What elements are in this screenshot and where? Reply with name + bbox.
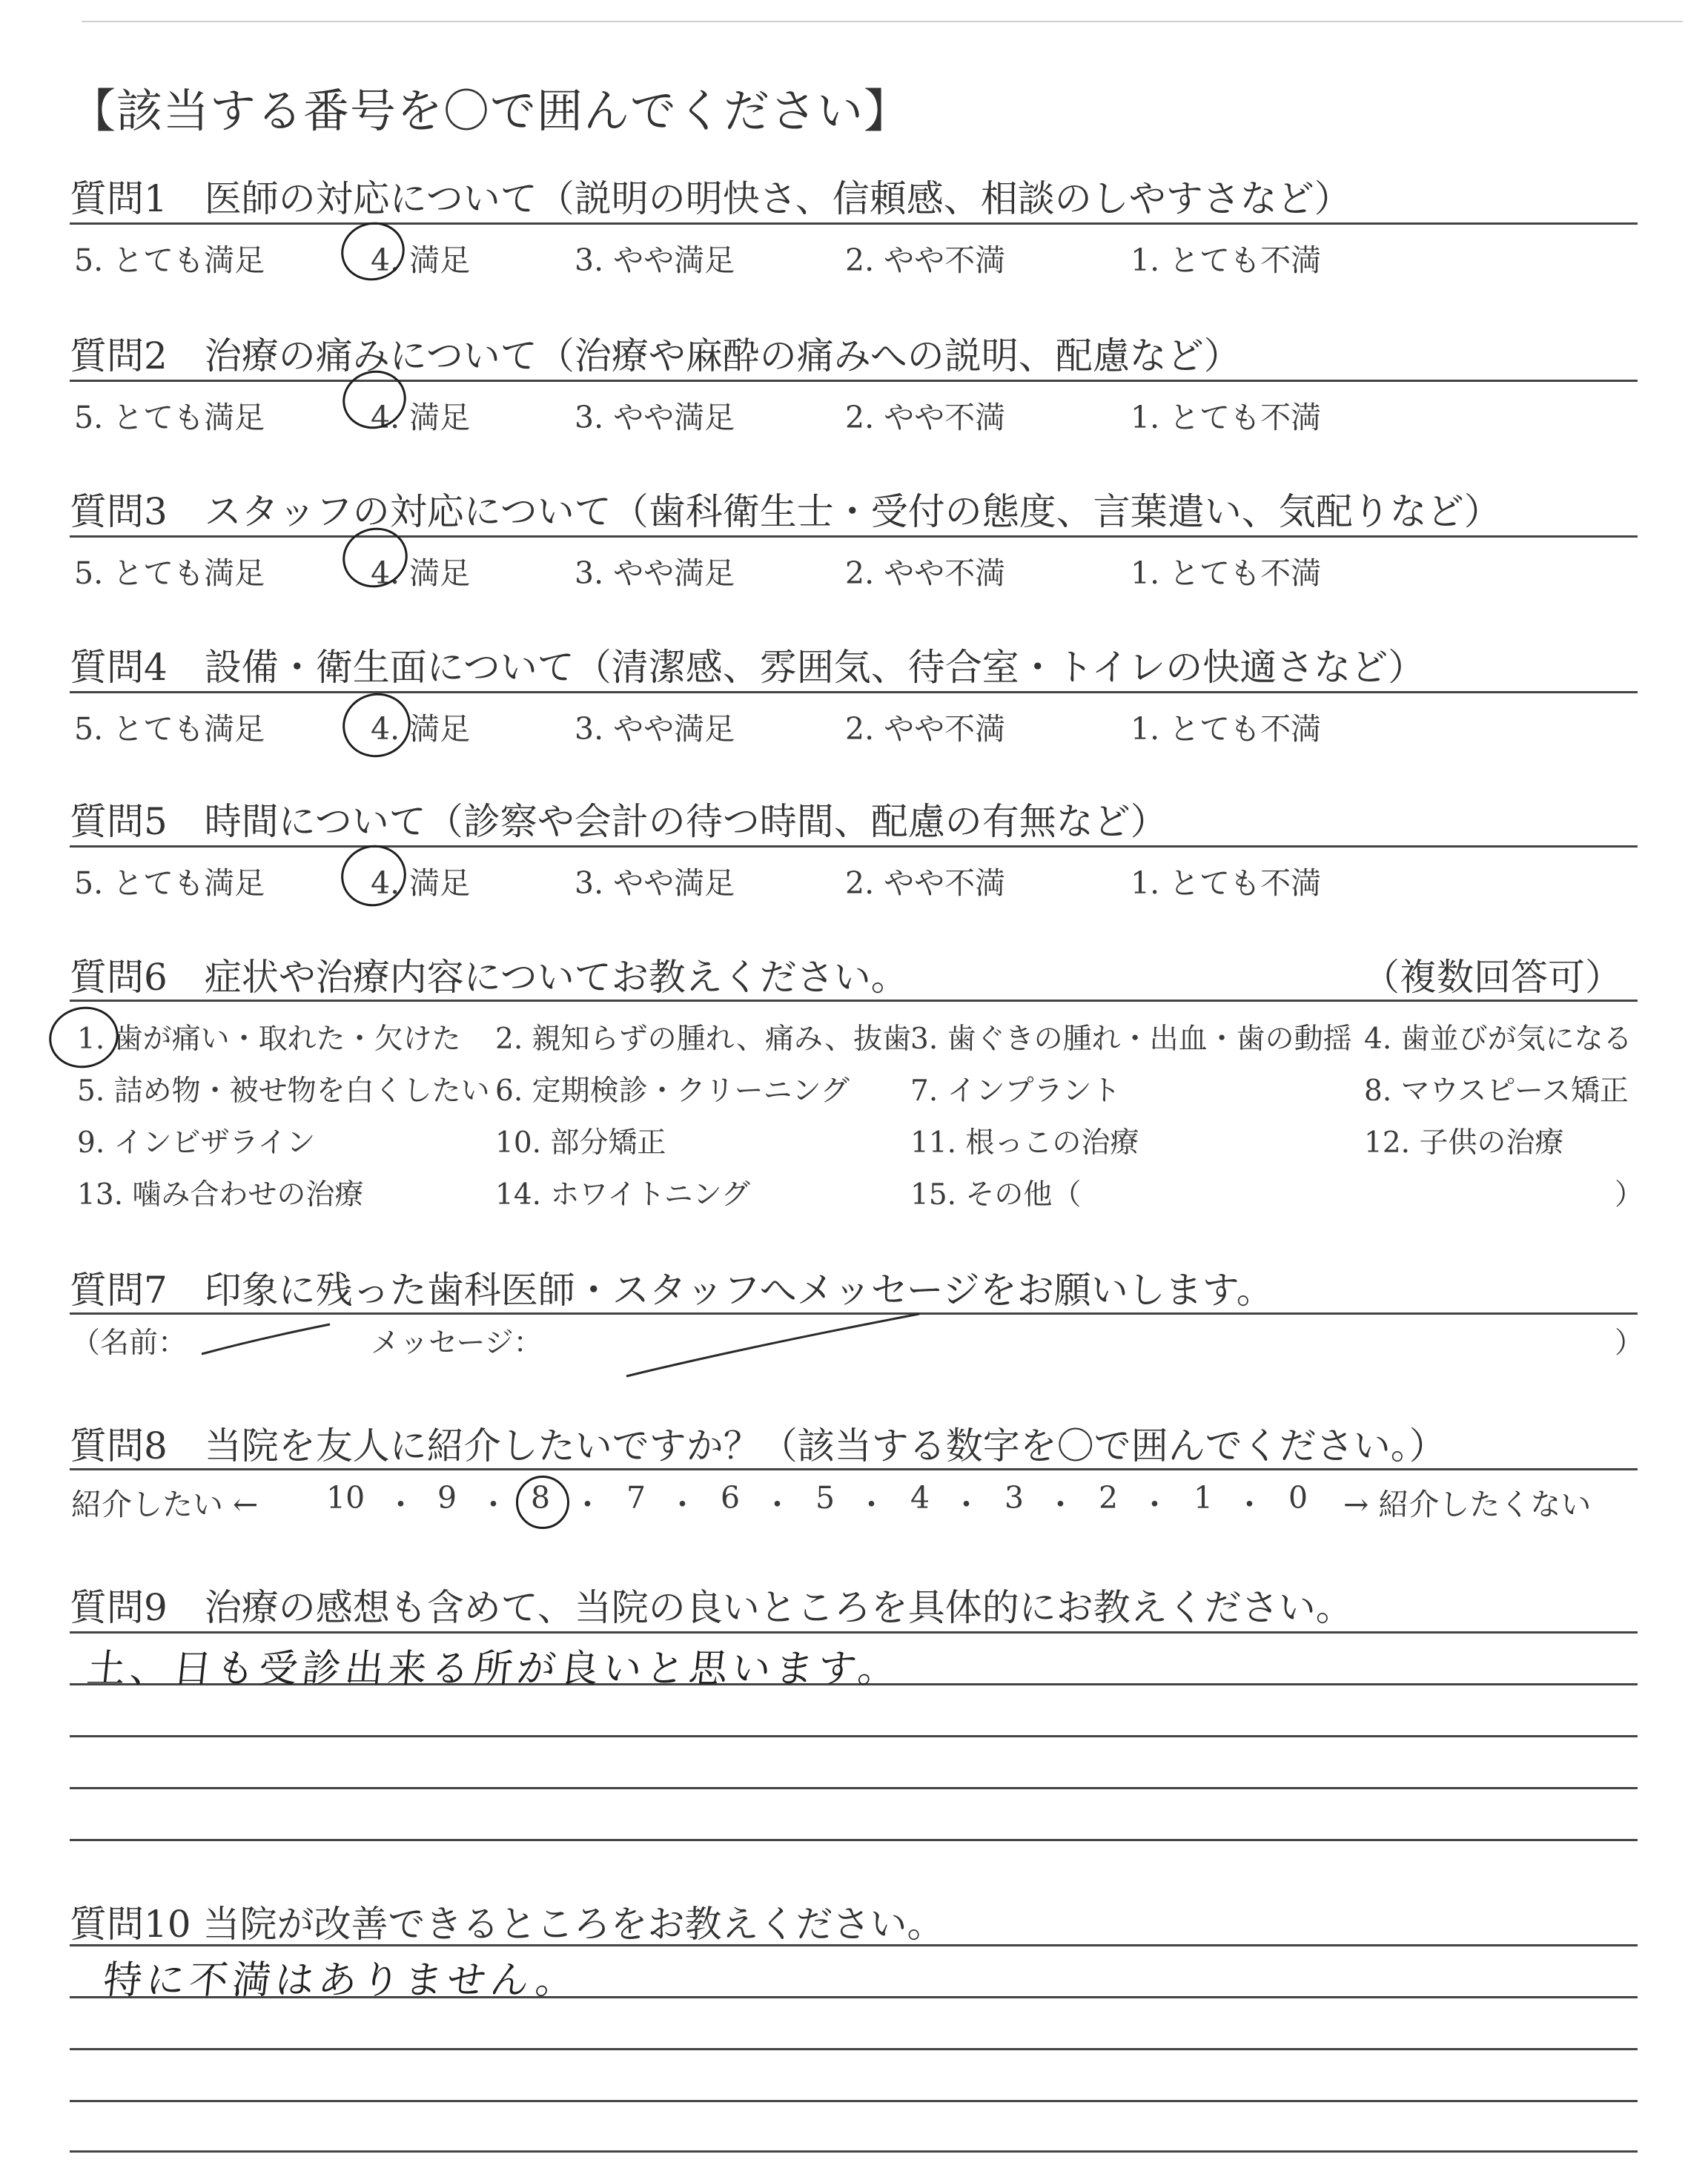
q8-scale-2[interactable]: 2 (1099, 1480, 1119, 1516)
question-8-rule (70, 1468, 1638, 1470)
q5-option-1[interactable]: 1. とても不満 (1131, 865, 1322, 901)
q8-scale-7[interactable]: 7 (626, 1480, 646, 1516)
q7-close-paren: ） (1615, 1327, 1644, 1360)
q7-name-label: （名前： (71, 1327, 188, 1360)
q1-option-5[interactable]: 5. とても満足 (74, 242, 265, 278)
q1-option-2[interactable]: 2. やや不満 (845, 242, 1006, 278)
q10-line-5 (70, 2150, 1638, 2153)
q6-option-5[interactable]: 5. 詰め物・被せ物を白くしたい (77, 1074, 490, 1108)
q8-scale-4[interactable]: 4 (910, 1480, 930, 1516)
q8-scale-0[interactable]: 0 (1288, 1480, 1308, 1516)
q8-scale-9[interactable]: 9 (437, 1480, 457, 1516)
q6-option-12[interactable]: 12. 子供の治療 (1364, 1126, 1564, 1160)
question-7-heading: 質問7 印象に残った歯科医師・スタッフへメッセージをお願いします。 (70, 1269, 1274, 1312)
q8-scale-10[interactable]: 10 (326, 1480, 365, 1516)
q8-dot-3: ・ (572, 1487, 603, 1522)
q1-option-4[interactable]: 4. 満足 (371, 242, 471, 278)
q6-option-8[interactable]: 8. マウスピース矯正 (1364, 1074, 1629, 1108)
q8-dot-1: ・ (385, 1487, 416, 1522)
q8-dot-6: ・ (856, 1487, 887, 1522)
q6-option-3[interactable]: 3. 歯ぐきの腫れ・出血・歯の動揺 (910, 1023, 1352, 1056)
q8-scale-3[interactable]: 3 (1004, 1480, 1025, 1516)
q9-line-3 (70, 1735, 1638, 1737)
question-6-heading: 質問6 症状や治療内容についてお教えください。 (70, 956, 908, 999)
q8-scale-8[interactable]: 8 (531, 1480, 551, 1516)
q2-option-5[interactable]: 5. とても満足 (74, 400, 265, 435)
q6-option-6[interactable]: 6. 定期検診・クリーニング (495, 1074, 850, 1108)
q6-option-11[interactable]: 11. 根っこの治療 (910, 1126, 1139, 1160)
q8-dot-4: ・ (667, 1487, 698, 1522)
q10-line-4 (70, 2100, 1638, 2102)
question-9-heading: 質問9 治療の感想も含めて、当院の良いところを具体的にお教えください。 (70, 1586, 1353, 1629)
q6-option-15[interactable]: 15. その他（ (910, 1178, 1082, 1212)
q2-option-4[interactable]: 4. 満足 (371, 400, 471, 435)
q1-option-3[interactable]: 3. やや満足 (575, 242, 735, 278)
q9-line-1 (70, 1631, 1638, 1634)
q5-option-5[interactable]: 5. とても満足 (74, 865, 265, 901)
q8-dot-8: ・ (1045, 1487, 1076, 1522)
q1-option-1[interactable]: 1. とても不満 (1131, 242, 1322, 278)
q9-line-4 (70, 1787, 1638, 1789)
q8-scale-1[interactable]: 1 (1194, 1480, 1214, 1516)
q2-option-1[interactable]: 1. とても不満 (1131, 400, 1322, 435)
q5-option-4[interactable]: 4. 満足 (371, 865, 471, 901)
question-1-heading: 質問1 医師の対応について（説明の明快さ、信頼感、相談のしやすさなど） (70, 177, 1351, 220)
q6-option-10[interactable]: 10. 部分矯正 (495, 1126, 666, 1160)
q8-scale-left: 紹介したい ← (71, 1487, 259, 1522)
q6-option-14[interactable]: 14. ホワイトニング (495, 1178, 750, 1212)
q8-answer-circle (516, 1476, 569, 1529)
q6-option-15-close: ） (1615, 1178, 1644, 1212)
page-title: 【該当する番号を〇で囲んでください】 (70, 84, 911, 138)
q9-line-5 (70, 1839, 1638, 1841)
question-6-note: （複数回答可） (1363, 956, 1622, 999)
q8-dot-9: ・ (1139, 1487, 1170, 1522)
question-10-heading: 質問10 当院が改善できるところをお教えください。 (70, 1903, 944, 1946)
q3-option-3[interactable]: 3. やや満足 (575, 555, 735, 591)
q2-option-2[interactable]: 2. やや不満 (845, 400, 1006, 435)
q8-dot-10: ・ (1234, 1487, 1265, 1522)
question-5-heading: 質問5 時間について（診察や会計の待つ時間、配慮の有無など） (70, 800, 1168, 843)
q5-option-3[interactable]: 3. やや満足 (575, 865, 735, 901)
q4-option-4[interactable]: 4. 満足 (371, 711, 471, 747)
q3-option-1[interactable]: 1. とても不満 (1131, 555, 1322, 591)
q4-option-3[interactable]: 3. やや満足 (575, 711, 735, 747)
q8-scale-6[interactable]: 6 (721, 1480, 741, 1516)
q6-option-7[interactable]: 7. インプラント (910, 1074, 1121, 1108)
q10-line-3 (70, 2048, 1638, 2050)
q8-scale-5[interactable]: 5 (815, 1480, 835, 1516)
question-3-heading: 質問3 スタッフの対応について（歯科衛生士・受付の態度、言葉遣い、気配りなど） (70, 490, 1501, 533)
question-2-heading: 質問2 治療の痛みについて（治療や麻酔の痛みへの説明、配慮など） (70, 334, 1241, 377)
q9-handwritten-answer: 土、日も受診出来る所が良いと思います。 (85, 1647, 904, 1691)
q8-dot-5: ・ (762, 1487, 792, 1522)
q7-message-label: メッセージ： (371, 1327, 543, 1360)
question-8-heading: 質問8 当院を友人に紹介したいですか？（該当する数字を〇で囲んでください。） (70, 1424, 1446, 1467)
q10-line-1 (70, 1944, 1638, 1946)
q3-option-5[interactable]: 5. とても満足 (74, 555, 265, 591)
q6-option-13[interactable]: 13. 噛み合わせの治療 (77, 1178, 364, 1212)
q8-scale-right: → 紹介したくない (1343, 1487, 1592, 1522)
q10-handwritten-answer: 特に不満はありません。 (101, 1958, 581, 2003)
q4-option-5[interactable]: 5. とても満足 (74, 711, 265, 747)
q3-option-2[interactable]: 2. やや不満 (845, 555, 1006, 591)
q6-option-1[interactable]: 1. 歯が痛い・取れた・欠けた (77, 1023, 461, 1056)
q8-dot-7: ・ (951, 1487, 982, 1522)
q3-option-4[interactable]: 4. 満足 (371, 555, 471, 591)
q4-option-2[interactable]: 2. やや不満 (845, 711, 1006, 747)
q2-option-3[interactable]: 3. やや満足 (575, 400, 735, 435)
q5-option-2[interactable]: 2. やや不満 (845, 865, 1006, 901)
q8-dot-2: ・ (478, 1487, 509, 1522)
q4-option-1[interactable]: 1. とても不満 (1131, 711, 1322, 747)
q6-option-2[interactable]: 2. 親知らずの腫れ、痛み、抜歯 (495, 1023, 912, 1056)
question-4-heading: 質問4 設備・衛生面について（清潔感、雰囲気、待合室・トイレの快適さなど） (70, 646, 1426, 689)
q6-option-9[interactable]: 9. インビザライン (77, 1126, 316, 1160)
q6-option-4[interactable]: 4. 歯並びが気になる (1364, 1023, 1632, 1056)
